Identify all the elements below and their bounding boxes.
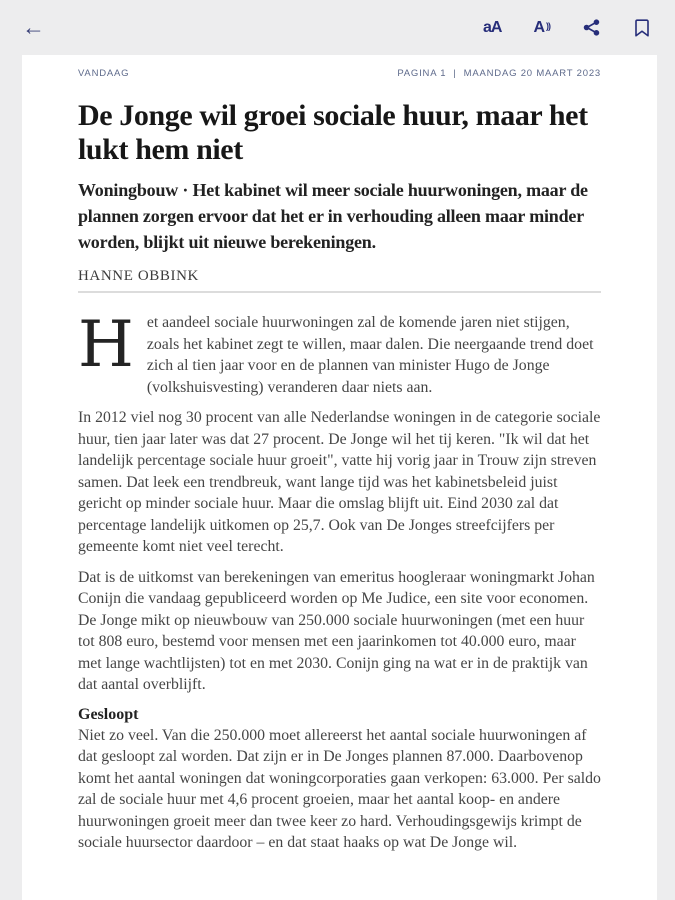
article-body bbox=[78, 308, 601, 854]
paragraph-lead bbox=[78, 308, 601, 398]
edition-meta-row bbox=[78, 68, 601, 79]
article-card bbox=[22, 55, 657, 900]
back-arrow-icon: ← bbox=[22, 14, 45, 40]
section-label: VANDAAG bbox=[78, 68, 130, 79]
kicker-separator: · bbox=[182, 180, 189, 200]
font-size-button[interactable] bbox=[479, 15, 505, 41]
meta-divider: | bbox=[453, 68, 457, 79]
bookmark-icon bbox=[633, 18, 651, 38]
author-byline: HANNE OBBINK bbox=[78, 268, 199, 284]
back-button[interactable] bbox=[18, 12, 49, 43]
edition-date-label: MAANDAG 20 MAART 2023 bbox=[463, 68, 601, 79]
page-number-label: PAGINA 1 bbox=[397, 68, 447, 79]
article-title: De Jonge wil groei sociale huur, maar het lukt hem niet bbox=[78, 99, 588, 166]
paragraph-lead-text: et aandeel sociale huurwoningen zal de komende jaren niet stijgen, zoals het kabinet zegt te willen, maar dalen. Die neergaande trend doet zich al tien jaar voor en de plannen van minister Hugo de Jonge (volkshuisvesting) veranderen daar niets aan. bbox=[146, 314, 594, 396]
article-intro bbox=[78, 177, 601, 255]
bookmark-button[interactable] bbox=[629, 14, 655, 42]
paragraph: In 2012 viel nog 30 procent van alle Nederlandse woningen in de categorie sociale huur, tien jaar later was dat 27 procent. De Jonge wil het tij keren. "Ik wil dat het landelijk percentage sociale huur groeit", vatte hij vorig jaar in Trouw zijn streven samen. Dat leek een trendbreuk, want lange tijd was het kabinetsbeleid juist gericht op minder sociale huur. Maar die omslag blijft uit. Eind 2030 zal dat percentage landelijk uitkomen op 25,7. Ook van De Jonges streefcijfers per gemeente komt niet veel terecht. bbox=[78, 409, 601, 555]
page-date-info bbox=[397, 68, 601, 79]
share-icon bbox=[582, 18, 601, 37]
intro-text: Het kabinet wil meer sociale huurwoningen, maar de plannen zorgen ervoor dat het er in verhouding alleen maar minder worden, blijkt uit nieuwe berekeningen. bbox=[78, 180, 588, 252]
paragraph-final: Niet zo veel. Van die 250.000 moet allereerst het aantal sociale huurwoningen af dat gesloopt zal worden. Dat zijn er in De Jonges plannen 87.000. Daarbovenop komt het aantal woningen dat woningcorporaties gaan verkopen: 63.000. Per saldo zal de sociale huur met 4,6 procent groeien, maar het aantal koop- en andere huurwoningen groeit meer dan twee keer zo hard. Verhoudingsgewijs krimpt de sociale huursector daardoor – en dat staat haaks op wat De Jonge wil. bbox=[78, 726, 601, 851]
byline-divider bbox=[78, 291, 601, 293]
kicker-label: Woningbouw bbox=[78, 180, 179, 200]
read-aloud-button[interactable] bbox=[529, 15, 554, 41]
read-aloud-icon: A )) bbox=[533, 18, 550, 36]
paragraph: Dat is de uitkomst van berekeningen van emeritus hoogleraar woningmarkt Johan Conijn die vandaag gepubliceerd worden op Me Judice, een site voor economen. De Jonge mikt op nieuwbouw van 250.000 sociale huurwoningen (met een huur tot 808 euro, bestemd voor mensen met een jaarinkomen tot 40.000 euro, maar met lange wachtlijsten) tot en met 2030. Conijn ging na wat er in de praktijk van dat aantal overblijft. bbox=[78, 568, 595, 693]
share-button[interactable] bbox=[578, 14, 605, 41]
subheading: Gesloopt bbox=[78, 705, 139, 723]
toolbar-actions bbox=[479, 14, 655, 42]
top-toolbar bbox=[0, 0, 675, 55]
font-size-icon: aA bbox=[482, 18, 502, 36]
dropcap: H bbox=[78, 308, 134, 382]
